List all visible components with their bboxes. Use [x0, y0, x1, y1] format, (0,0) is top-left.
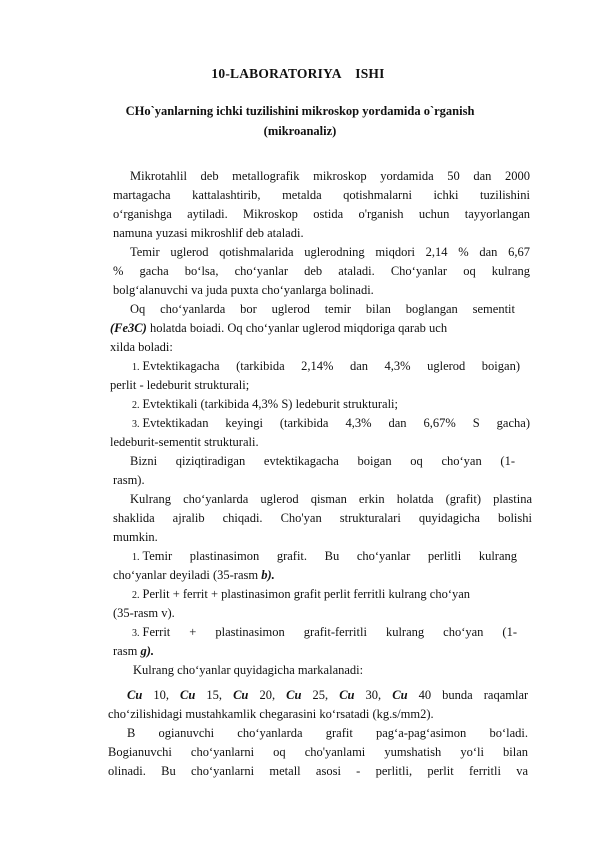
paragraph-line: Oq cho‘yanlarda bor uglerod temir bilan boglangan sementit [130, 302, 515, 316]
paragraph-line: martagacha kattalashtirib, metalda qotishmalarni ichki tuzilishini [113, 188, 530, 202]
paragraph-line: mumkin. [113, 530, 158, 544]
paragraph-text: bunda raqamlar [442, 688, 528, 702]
page-subtitle: CHo`yanlarning ichki tuzilishini mikroskop yordamida o`rganish (mikroanaliz) [125, 104, 475, 138]
mark-number: 30, [365, 688, 382, 702]
list-number: 2. [132, 400, 140, 411]
mark-number: 20, [259, 688, 276, 702]
list-item [132, 396, 398, 414]
paragraph-line: Temir uglerod qotishmalarida uglerodning miqdori 2,14 % dan 6,67 [130, 245, 530, 259]
mark-number: 15, [206, 688, 223, 702]
mark-number: 40 [418, 688, 432, 702]
formula-fe3c: (Fe3C) [110, 321, 147, 335]
list-number: 3. [132, 419, 140, 430]
list-item [132, 358, 520, 375]
list-item-continuation: ledeburit-sementit strukturali. [110, 435, 259, 449]
paragraph-line [110, 320, 447, 336]
list-item [132, 624, 517, 641]
paragraph-line: Mikrotahlil deb metallografik mikroskop yordamida 50 dan 2000 [130, 169, 530, 183]
list-text: Perlit + ferrit + plastinasimon grafit perlit ferritli kulrang cho‘yan [142, 587, 471, 601]
page-title: 10-LABORATORIYA ISHI [211, 66, 385, 81]
figure-ref: b). [261, 568, 275, 582]
list-item-continuation [113, 567, 275, 583]
list-item-continuation [113, 643, 154, 659]
mark-code: Cu [233, 688, 249, 702]
list-item-continuation: (35-rasm v). [113, 606, 175, 620]
paragraph-line: cho‘zilishidagi mustahkamlik chegarasini ko‘rsatadi (kg.s/mm2). [108, 707, 434, 721]
paragraph-line: bolg‘alanuvchi va juda puxta cho‘yanlarga bolinadi. [113, 283, 374, 297]
list-text: Evtektikadan keyingi (tarkibida 4,3% dan 6,67% S gacha) [142, 416, 530, 430]
list-text: rasm [113, 644, 138, 658]
paragraph-line: xilda boladi: [110, 340, 173, 354]
paragraph-line: Bogianuvchi cho‘yanlarni oq cho'yanlami yumshatish yo‘li bilan [108, 745, 528, 759]
list-number: 1. [132, 362, 140, 373]
list-text: Temir plastinasimon grafit. Bu cho‘yanlar perlitli kulrang [142, 549, 517, 563]
list-number: 2. [132, 590, 140, 601]
list-item-continuation: perlit - ledeburit strukturali; [110, 378, 250, 392]
paragraph-text: holatda boiadi. Oq cho‘yanlar uglerod miqdoriga qarab uch [149, 321, 448, 335]
paragraph-line: Kulrang cho‘yanlarda uglerod qisman erkin holatda (grafit) plastina [130, 492, 532, 506]
mark-number: 25, [312, 688, 329, 702]
paragraph-line: shaklida ajralib chiqadi. Cho'yan strukturalari quyidagicha bolishi [113, 511, 532, 525]
mark-code: Cu [339, 688, 355, 702]
paragraph-line: olinadi. Bu cho‘yanlarni metall asosi - perlitli, perlit ferritli va [108, 764, 528, 778]
mark-number: 10, [153, 688, 169, 702]
paragraph-line: o‘rganishga aytiladi. Mikroskop ostida o'rganish uchun tayyorlangan [113, 207, 530, 221]
mark-code: Cu [392, 688, 408, 702]
mark-code: Cu [127, 688, 143, 702]
list-item [132, 415, 530, 432]
mark-code: Cu [180, 688, 196, 702]
list-text: cho‘yanlar deyiladi (35-rasm [113, 568, 259, 582]
list-text: Ferrit + plastinasimon grafit-ferritli kulrang cho‘yan (1- [142, 625, 517, 639]
paragraph-line: namuna yuzasi mikroshlif deb ataladi. [113, 226, 304, 240]
paragraph-line: Kulrang cho‘yanlar quyidagicha markalanadi: [133, 663, 364, 677]
paragraph-line: B ogianuvchi cho‘yanlarda grafit pag‘a-pag‘asimon bo‘ladi. [127, 726, 528, 740]
paragraph-line [127, 687, 528, 704]
list-number: 3. [132, 628, 140, 639]
list-text: Evtektikali (tarkibida 4,3% S) ledeburit strukturali; [142, 397, 398, 411]
list-number: 1. [132, 552, 140, 563]
list-text: Evtektikagacha (tarkibida 2,14% dan 4,3% uglerod boigan) [142, 359, 520, 373]
list-item [132, 548, 517, 565]
paragraph-line: Bizni qiziqtiradigan evtektikagacha boigan oq cho‘yan (1- [130, 454, 515, 468]
mark-code: Cu [286, 688, 302, 702]
list-item [132, 586, 470, 604]
paragraph-line: rasm). [113, 473, 145, 487]
figure-ref: g). [140, 644, 154, 658]
paragraph-line: % gacha bo‘lsa, cho‘yanlar deb ataladi. Cho‘yanlar oq kulrang [113, 264, 530, 278]
